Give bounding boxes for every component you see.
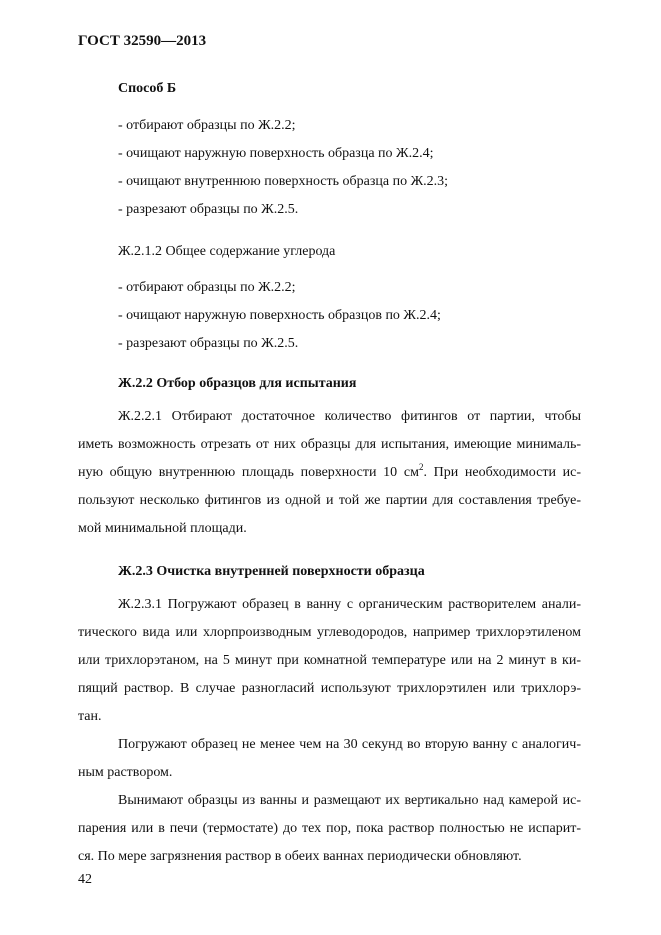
text-line: ную общую внутреннюю площадь поверхности 10 $см^2$. При необходимости ис- <box>78 462 581 480</box>
cleaning-paragraph-1 <box>78 591 581 731</box>
text-line: Ж.2.3.1 Погружают образец в ванну с органическим растворителем анали- <box>118 597 581 612</box>
text-line: пящий раствор. В случае разногласий используют трихлорэтилен или трихлорэ- <box>78 681 581 696</box>
list-item: - очищают наружную поверхность образца по Ж.2.4; <box>118 146 434 161</box>
text-line: тического вида или хлорпроизводным углеводородов, например трихлорэтиленом <box>78 625 581 640</box>
text-line: тан. <box>78 709 102 724</box>
superscript: 2 <box>418 462 424 472</box>
list-item: - отбирают образцы по Ж.2.2; <box>118 280 296 295</box>
text-line: Вынимают образцы из ванны и размещают их вертикально над камерой ис- <box>118 793 581 808</box>
list-item: - очищают наружную поверхность образцов по Ж.2.4; <box>118 308 441 323</box>
sampling-heading: Ж.2.2 Отбор образцов для испытания <box>118 376 357 391</box>
method-b-heading: Способ Б <box>118 81 177 96</box>
text-line: ся. По мере загрязнения раствор в обеих ваннах периодически обновляют. <box>78 849 522 864</box>
list-item: - отбирают образцы по Ж.2.2; <box>118 118 296 133</box>
text-line: парения или в печи (термостате) до тех пор, пока раствор полностью не испарит- <box>78 821 581 836</box>
text-line: ным раствором. <box>78 765 173 780</box>
text-line: пользуют несколько фитингов из одной и той же партии для составления требуе- <box>78 493 581 508</box>
list-item: - разрезают образцы по Ж.2.5. <box>118 336 299 351</box>
carbon-heading: Ж.2.1.2 Общее содержание углерода <box>118 244 336 259</box>
list-item: - очищают внутреннюю поверхность образца по Ж.2.3; <box>118 174 449 189</box>
text-line: Ж.2.2.1 Отбирают достаточное количество фитингов от партии, чтобы <box>118 409 581 424</box>
text-line: Погружают образец не менее чем на 30 секунд во вторую ванну с аналогич- <box>118 737 581 752</box>
list-item: - разрезают образцы по Ж.2.5. <box>118 202 299 217</box>
text-line: мой минимальной площади. <box>78 521 247 536</box>
text-line: или трихлорэтаном, на 5 минут при комнатной температуре или на 2 минут в ки- <box>78 653 581 668</box>
page-number: 42 <box>78 872 92 887</box>
document-header: ГОСТ 32590—2013 <box>78 33 207 49</box>
text-line: иметь возможность отрезать от них образцы для испытания, имеющие минималь- <box>78 437 581 452</box>
cleaning-paragraph-3 <box>78 787 581 871</box>
cleaning-paragraph-2 <box>78 731 581 787</box>
cleaning-heading: Ж.2.3 Очистка внутренней поверхности образца <box>118 564 425 579</box>
sampling-paragraph <box>78 403 581 543</box>
